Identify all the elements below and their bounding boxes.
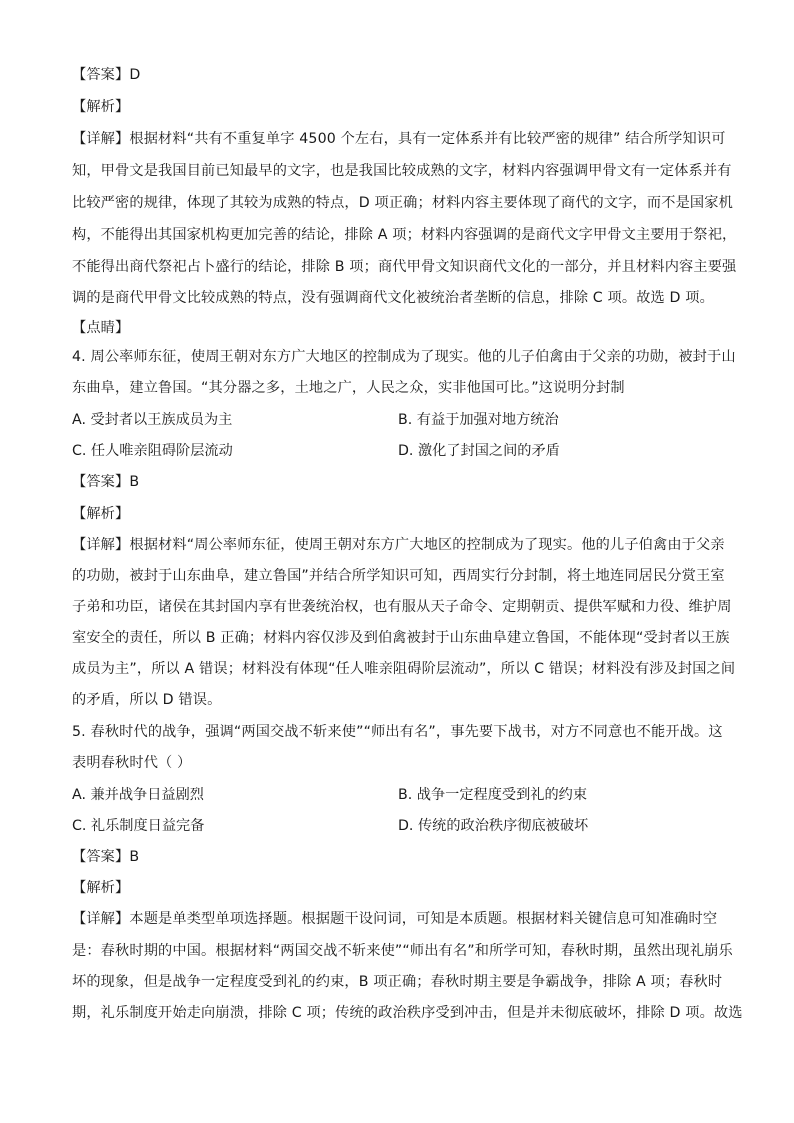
q3-note-heading: 【点睛】 bbox=[72, 320, 130, 336]
q5-option-a: A. 兼并战争日益剧烈 bbox=[72, 787, 204, 803]
q5-stem-line: 表明春秋时代（ ） bbox=[72, 755, 192, 771]
q4-detail-line: 的功勋，被封于山东曲阜，建立鲁国”并结合所学知识可知，西周实行分封制，将土地连同居民分赏王室 bbox=[72, 568, 725, 584]
q4-detail-line: 的矛盾，所以 D 错误。 bbox=[72, 692, 222, 708]
q3-detail-line: 【详解】根据材料“共有不重复单字 4500 个左右，具有一定体系并有比较严密的规律” 结合所学知识可 bbox=[72, 131, 726, 147]
q4-detail-line: 子弟和功臣，诸侯在其封国内享有世袭统治权，也有服从天子命令、定期朝贡、提供军赋和力役、维护周 bbox=[72, 599, 732, 615]
q5-detail-line: 【详解】本题是单类型单项选择题。根据题干设问词，可知是本质题。根据材料关键信息可知准确时空 bbox=[72, 911, 718, 927]
q3-detail-line: 比较严密的规律，体现了其较为成熟的特点，D 项正确；材料内容主要体现了商代的文字，而不是国家机 bbox=[72, 195, 733, 211]
q5-analysis-heading: 【解析】 bbox=[72, 880, 130, 896]
q4-detail-line: 成员为主”，所以 A 错误；材料没有体现“任人唯亲阻碍阶层流动”，所以 C 错误；材料没有涉及封国之间 bbox=[72, 661, 736, 677]
q4-stem-line: 东曲阜，建立鲁国。“其分器之多，土地之广，人民之众，实非他国可比。”这说明分封制 bbox=[72, 380, 625, 396]
q5-detail-line: 期，礼乐制度开始走向崩溃，排除 C 项；传统的政治秩序受到冲击，但是并未彻底破坏，排除 D 项。故选 bbox=[72, 1005, 743, 1021]
q3-analysis-heading: 【解析】 bbox=[72, 99, 130, 115]
q4-option-a: A. 受封者以王族成员为主 bbox=[72, 412, 233, 428]
q4-option-c: C. 任人唯亲阻碍阶层流动 bbox=[72, 443, 233, 459]
q3-detail-line: 调的是商代甲骨文比较成熟的特点，没有强调商代文化被统治者垄断的信息，排除 C 项。故选 D 项。 bbox=[72, 290, 714, 306]
q3-detail-line: 不能得出商代祭祀占卜盛行的结论，排除 B 项；商代甲骨文知识商代文化的一部分，并且材料内容主要强 bbox=[72, 259, 737, 275]
q4-option-b: B. 有益于加强对地方统治 bbox=[398, 412, 559, 428]
q3-answer: 【答案】D bbox=[72, 67, 141, 83]
q4-stem-line: 4. 周公率师东征，使周王朝对东方广大地区的控制成为了现实。他的儿子伯禽由于父亲的功勋，被封于山 bbox=[72, 349, 736, 365]
q5-detail-line: 是：春秋时期的中国。根据材料“两国交战不斩来使”“师出有名”和所学可知，春秋时期，虽然出现礼崩乐 bbox=[72, 943, 733, 959]
q4-detail-line: 【详解】根据材料“周公率师东征，使周王朝对东方广大地区的控制成为了现实。他的儿子伯禽由于父亲 bbox=[72, 537, 725, 553]
q4-detail-line: 室安全的责任，所以 B 正确；材料内容仅涉及到伯禽被封于山东曲阜建立鲁国，不能体现“受封者以王族 bbox=[72, 630, 730, 646]
q3-detail-line: 知，甲骨文是我国目前已知最早的文字，也是我国比较成熟的文字，材料内容强调甲骨文有一定体系并有 bbox=[72, 163, 732, 179]
q5-option-c: C. 礼乐制度日益完备 bbox=[72, 818, 205, 834]
q5-option-b: B. 战争一定程度受到礼的约束 bbox=[398, 787, 588, 803]
q5-stem-line: 5. 春秋时代的战争，强调“两国交战不斩来使”“师出有名”，事先要下战书，对方不同意也不能开战。这 bbox=[72, 724, 723, 740]
q4-answer: 【答案】B bbox=[72, 474, 140, 490]
q4-option-d: D. 激化了封国之间的矛盾 bbox=[398, 443, 560, 459]
q3-detail-line: 构，不能得出其国家机构更加完善的结论，排除 A 项；材料内容强调的是商代文字甲骨文主要用于祭祀， bbox=[72, 227, 737, 243]
q5-detail-line: 坏的现象，但是战争一定程度受到礼的约束，B 项正确；春秋时期主要是争霸战争，排除 A 项；春秋时 bbox=[72, 974, 723, 990]
q4-analysis-heading: 【解析】 bbox=[72, 506, 130, 522]
q5-option-d: D. 传统的政治秩序彻底被破坏 bbox=[398, 818, 589, 834]
q5-answer: 【答案】B bbox=[72, 849, 140, 865]
